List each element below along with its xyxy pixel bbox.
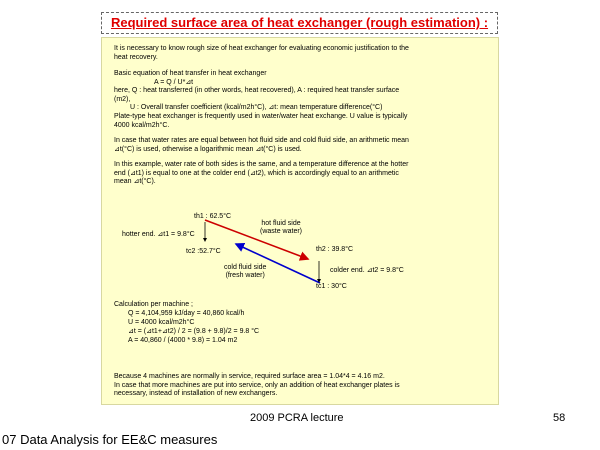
calculation-block — [114, 300, 494, 345]
label-th1: th1 : 62.5°C — [194, 213, 232, 220]
slide-title: Required surface area of heat exchanger (rough estimation) : — [110, 15, 489, 30]
label-colder-end: colder end. ⊿t2 = 9.8°C — [330, 267, 404, 274]
title-box — [101, 12, 498, 34]
conclusion-text: Because 4 machines are normally in service, required surface area = 1.04*4 = 4.16 m2. In case that more machines are put into service, only an addition of heat exchanger plates is necessary, instead of installation of new exchangers. — [114, 373, 400, 397]
label-hotter-end: hotter end. ⊿t1 = 9.8°C — [122, 231, 195, 238]
calculation-u: U = 4000 kcal/m2h°C — [128, 319, 195, 326]
label-tc1: tc1 : 30°C — [316, 283, 347, 290]
water-rates-text: In case that water rates are equal between hot fluid side and cold fluid side, an arithmetic mean ⊿t(°C) is used, otherwise a logarithmic mean ⊿t(°C) is used. — [114, 137, 409, 153]
footer-lecture: 2009 PCRA lecture — [250, 412, 344, 424]
basic-equation-here-1: here, Q : heat transferred (in other words, heat recovered), A : required heat transfer surface — [114, 87, 400, 94]
plate-type-text: Plate-type heat exchanger is frequently used in water/water heat exchange. U value is typically 4000 kcal/m2h°C. — [114, 113, 408, 129]
label-tc2: tc2 :52.7°C — [186, 248, 221, 255]
example-text: In this example, water rate of both sides is the same, and a temperature difference at the hotter end (⊿t1) is equal to one at the colder end (⊿t2), which is accordingly equal to an arithmetic mean ⊿t(°C). — [114, 161, 409, 185]
label-cold-fluid-side: cold fluid side (fresh water) — [224, 264, 267, 279]
intro-text: It is necessary to know rough size of heat exchanger for evaluating economic justification to the heat recovery. — [114, 45, 409, 61]
basic-equation-here-2: (m2), — [114, 95, 131, 103]
calculation-a: A = 40,860 / (4000 * 9.8) = 1.04 m2 — [128, 337, 238, 344]
label-th2: th2 : 39.8°C — [316, 246, 354, 253]
footer-page-number: 58 — [553, 412, 566, 424]
basic-equation-here-3: U : Overall transfer coefficient (kcal/m2h°C), ⊿t: mean temperature difference(°C) — [130, 104, 383, 111]
calculation-heading: Calculation per machine ; — [114, 301, 193, 308]
calculation-q: Q = 4,104,959 kJ/day = 40,860 kcal/h — [128, 310, 245, 317]
content-panel — [101, 37, 499, 405]
calculation-dt: ⊿t = (⊿t1+⊿t2) / 2 = (9.8 + 9.8)/2 = 9.8 °C — [128, 328, 260, 335]
basic-equation-formula: A = Q / U*⊿t — [154, 78, 194, 86]
label-hot-fluid-side: hot fluid side (waste water) — [260, 220, 303, 235]
basic-equation-heading: Basic equation of heat transfer in heat exchanger — [114, 70, 267, 77]
footer-section-title: 07 Data Analysis for EE&C measures — [2, 432, 218, 447]
